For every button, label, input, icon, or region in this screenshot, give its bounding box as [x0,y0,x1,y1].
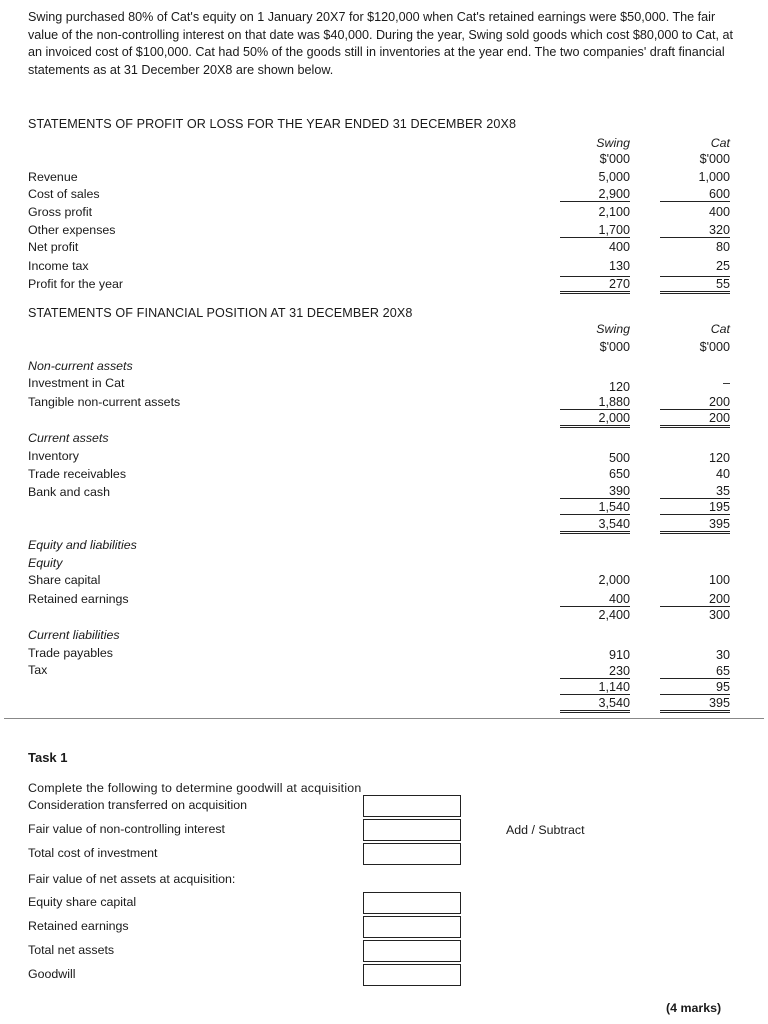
fp-swing-equity-total: 2,400 [598,608,630,622]
fp-swing-inventory: 500 [608,451,630,465]
task-label-goodwill: Goodwill [28,967,76,981]
fp-swing-total-eq-liab: 3,540 [560,696,630,713]
pl-swing-gross-profit: 2,100 [598,205,630,219]
pl-label-net-profit: Net profit [28,240,79,254]
fp-cat-investment: – [722,376,730,390]
fp-swing-retained-earnings: 400 [560,592,630,607]
fp-eq-subtitle: Equity [28,556,63,570]
fp-swing-ca-total: 1,540 [560,500,630,515]
fp-swing-receivables: 650 [608,467,630,481]
fp-label-tax: Tax [28,663,48,677]
fp-heading: STATEMENTS OF FINANCIAL POSITION AT 31 DECEMBER 20X8 [28,306,413,320]
goodwill-input-box[interactable] [363,964,461,986]
pl-swing-net-profit: 400 [608,240,630,254]
fp-cat-retained-earnings: 200 [660,592,730,607]
pl-unit-cat: $'000 [699,152,730,166]
pl-cat-cost-of-sales: 600 [660,187,730,202]
fp-label-trade-payables: Trade payables [28,646,113,660]
fp-eq-title: Equity and liabilities [28,538,137,552]
fp-cat-nca-total: 200 [660,411,730,428]
fp-col-cat: Cat [710,322,730,336]
pl-swing-income-tax: 130 [608,259,630,273]
share-capital-input-box[interactable] [363,892,461,914]
task-label-consideration: Consideration transferred on acquisition [28,798,248,812]
task-label-nci: Fair value of non-controlling interest [28,822,225,836]
fp-cat-ca-total: 195 [660,500,730,515]
fp-cat-equity-total: 300 [708,608,730,622]
fp-label-inventory: Inventory [28,449,79,463]
fp-unit-cat: $'000 [699,340,730,354]
fp-swing-cl-total: 1,140 [560,680,630,695]
task-label-retained-earnings: Retained earnings [28,919,129,933]
pl-swing-revenue: 5,000 [598,170,630,184]
fp-col-swing: Swing [596,322,630,336]
fp-cat-inventory: 120 [708,451,730,465]
fp-cat-tangible-nca: 200 [660,395,730,410]
fp-cat-receivables: 40 [715,467,730,481]
fp-cat-total-assets: 395 [660,517,730,534]
pl-label-cost-of-sales: Cost of sales [28,187,100,201]
pl-swing-profit-for-year: 270 [560,276,630,294]
total-net-assets-input-box[interactable] [363,940,461,962]
pl-col-swing: Swing [596,136,630,150]
fp-swing-investment: 120 [608,380,630,394]
pl-swing-other-expenses: 1,700 [560,223,630,238]
fp-swing-tax: 230 [560,664,630,679]
fp-ca-title: Current assets [28,431,109,445]
fp-cat-total-eq-liab: 395 [660,696,730,713]
retained-earnings-input-box[interactable] [363,916,461,938]
fp-label-retained-earnings: Retained earnings [28,592,129,606]
section-divider [4,718,764,719]
pl-cat-net-profit: 80 [715,240,730,254]
fp-cl-title: Current liabilities [28,628,120,642]
pl-cat-profit-for-year: 55 [660,276,730,294]
task-label-fv-net-assets: Fair value of net assets at acquisition: [28,872,236,886]
fp-swing-share-capital: 2,000 [598,573,630,587]
task-instruction: Complete the following to determine goodwill at acquisition [28,781,362,795]
pl-col-cat: Cat [710,136,730,150]
question-intro: Swing purchased 80% of Cat's equity on 1 January 20X7 for $120,000 when Cat's retained earnings were $50,000. The fair value of the non-controlling interest on that date was $40,000. During the year, Swing sold goods which cost $80,000 to Cat, at an invoiced cost of $100,000. Cat had 50% of the goods still in inventories at the year end. The two companies' draft financial statements as at 31 December 20X8 are shown below. [28,10,733,77]
total-cost-input-box[interactable] [363,843,461,865]
fp-label-bank: Bank and cash [28,485,110,499]
add-subtract-label: Add / Subtract [506,823,585,837]
nci-input-box[interactable] [363,819,461,841]
fp-label-tangible-nca: Tangible non-current assets [28,395,181,409]
pl-cat-gross-profit: 400 [708,205,730,219]
pl-label-other-expenses: Other expenses [28,223,116,237]
fp-swing-tangible-nca: 1,880 [560,395,630,410]
task-label-share-capital: Equity share capital [28,895,137,909]
pl-label-gross-profit: Gross profit [28,205,93,219]
task-label-total-cost: Total cost of investment [28,846,158,860]
pl-cat-income-tax: 25 [715,259,730,273]
pl-label-income-tax: Income tax [28,259,89,273]
fp-label-receivables: Trade receivables [28,467,127,481]
fp-cat-bank: 35 [660,484,730,499]
fp-swing-nca-total: 2,000 [560,411,630,428]
pl-cat-revenue: 1,000 [698,170,730,184]
fp-label-share-capital: Share capital [28,573,101,587]
pl-label-profit-for-year: Profit for the year [28,277,124,291]
pl-label-revenue: Revenue [28,170,78,184]
fp-cat-cl-total: 95 [660,680,730,695]
fp-cat-trade-payables: 30 [715,648,730,662]
consideration-input-box[interactable] [363,795,461,817]
fp-swing-trade-payables: 910 [608,648,630,662]
fp-label-investment: Investment in Cat [28,376,125,390]
task-title: Task 1 [28,750,68,765]
fp-swing-total-assets: 3,540 [560,517,630,534]
pl-swing-cost-of-sales: 2,900 [560,187,630,202]
pl-heading: STATEMENTS OF PROFIT OR LOSS FOR THE YEAR ENDED 31 DECEMBER 20X8 [28,117,517,131]
fp-cat-tax: 65 [660,664,730,679]
fp-cat-share-capital: 100 [708,573,730,587]
pl-cat-other-expenses: 320 [660,223,730,238]
marks-label: (4 marks) [666,1001,722,1015]
task-label-total-net-assets: Total net assets [28,943,115,957]
fp-nca-title: Non-current assets [28,359,133,373]
fp-swing-bank: 390 [560,484,630,499]
fp-unit-swing: $'000 [599,340,630,354]
pl-unit-swing: $'000 [599,152,630,166]
